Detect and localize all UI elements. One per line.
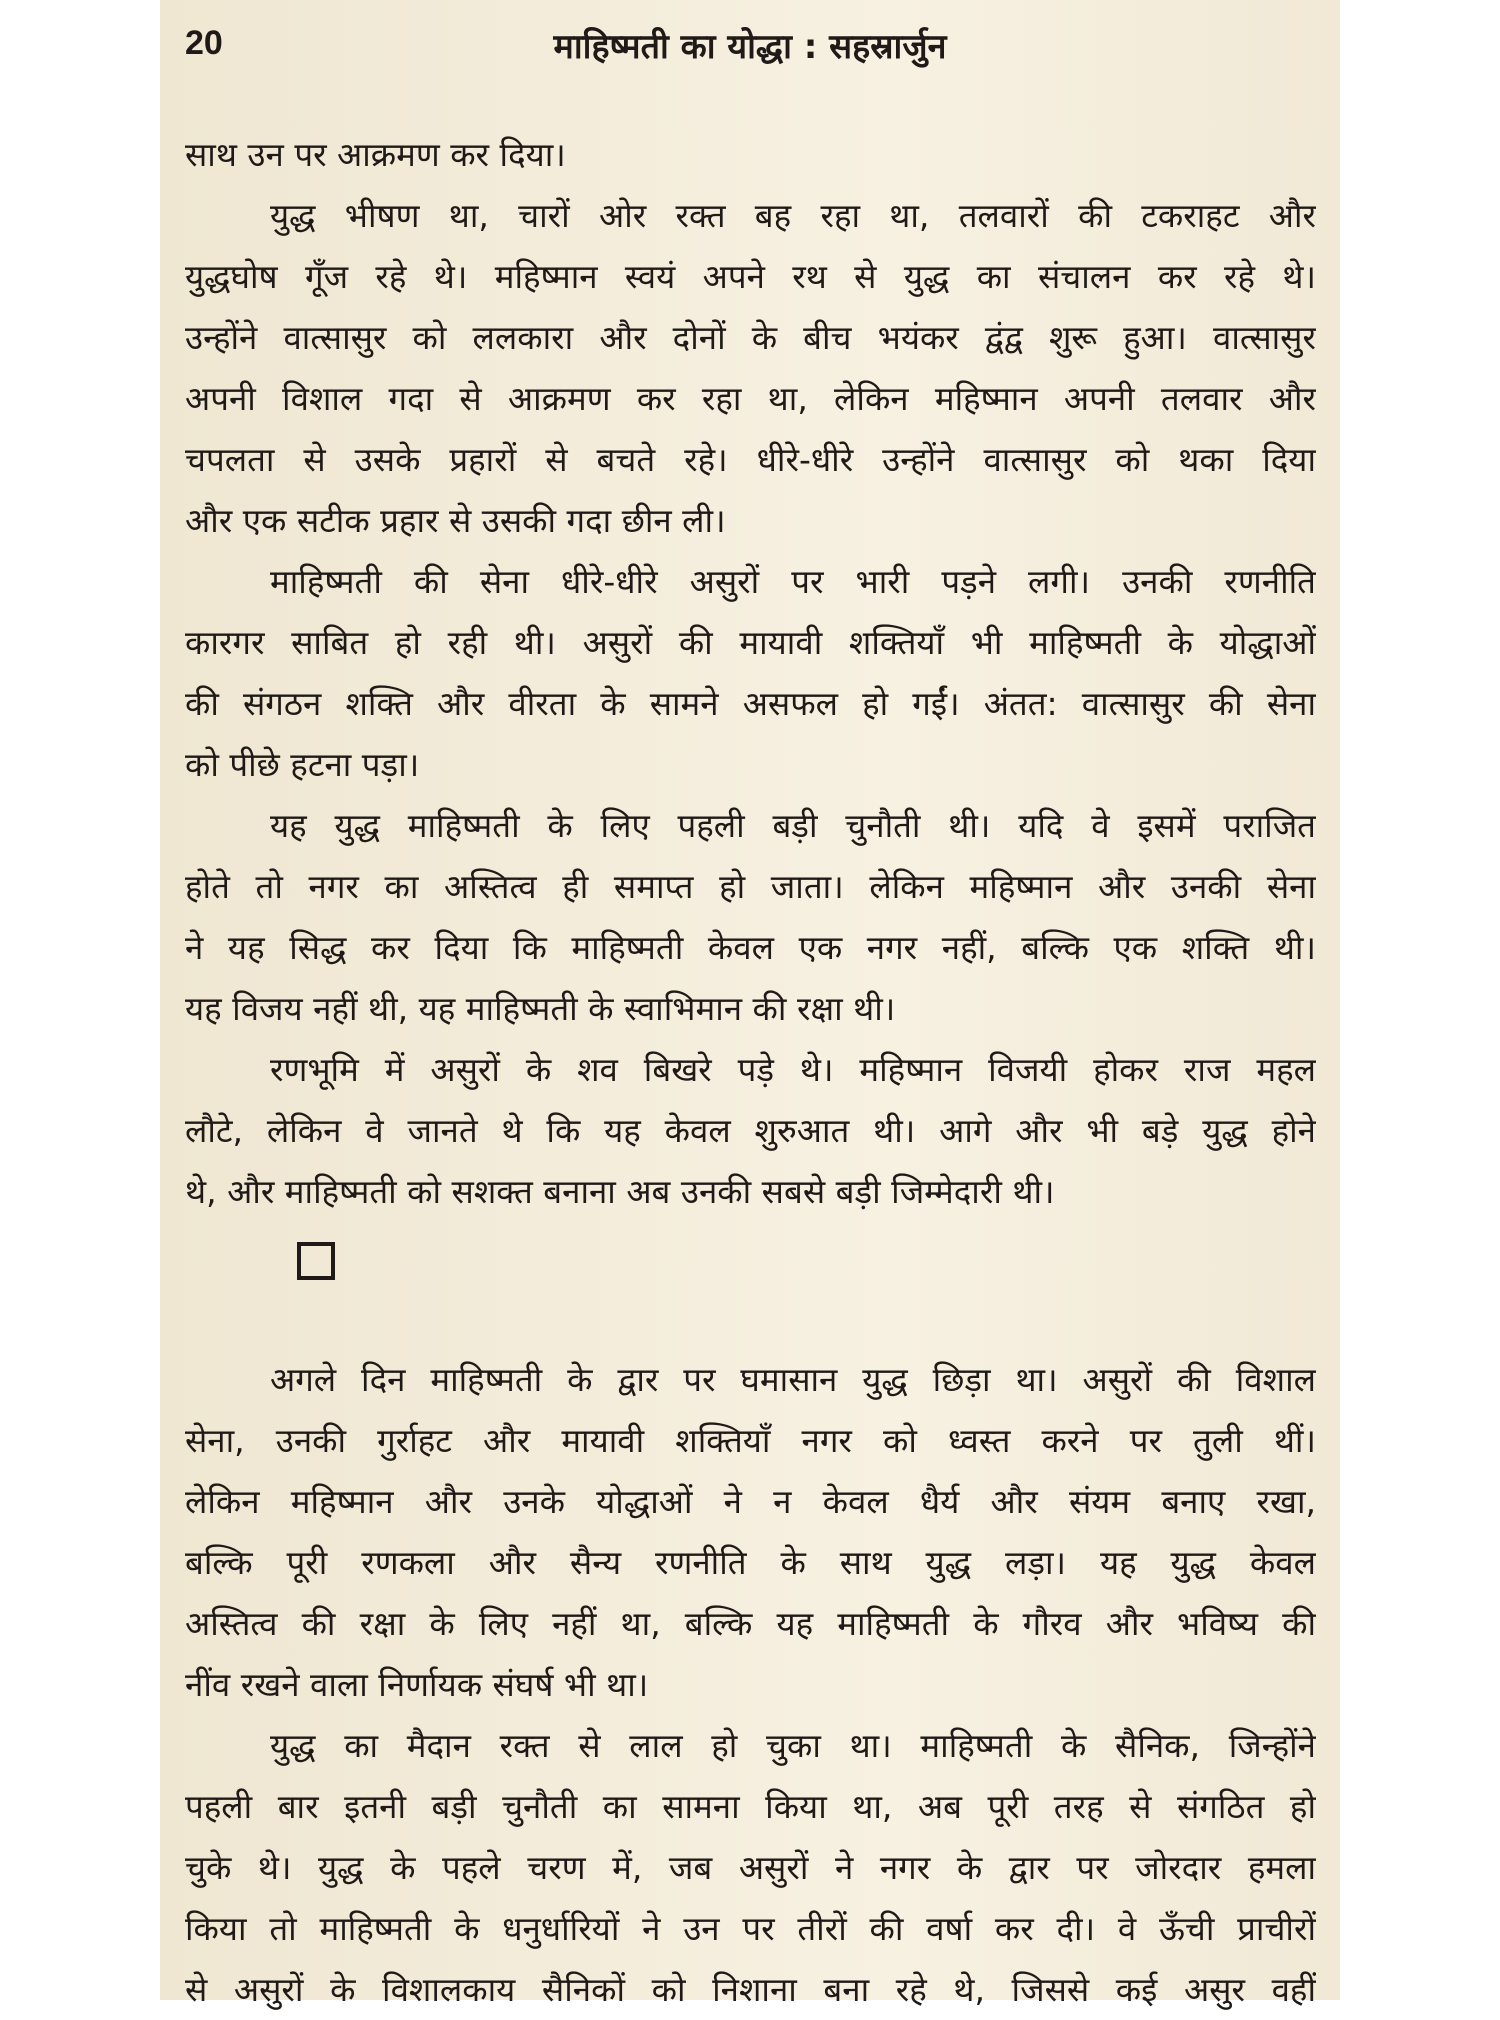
text-line: यह विजय नहीं थी, यह माहिष्मती के स्वाभिमान की रक्षा थी।: [185, 989, 896, 1028]
text-line: ने यह सिद्ध कर दिया कि माहिष्मती केवल एक नगर नहीं, बल्कि एक शक्ति थी।: [185, 928, 1316, 967]
text-line: लौटे, लेकिन वे जानते थे कि यह केवल शुरुआत थी। आगे और भी बड़े युद्ध होने: [185, 1111, 1316, 1150]
text-line: चुके थे। युद्ध के पहले चरण में, जब असुरों ने नगर के द्वार पर जोरदार हमला: [185, 1848, 1316, 1887]
text-line: लेकिन महिष्मान और उनके योद्धाओं ने न केवल धैर्य और संयम बनाए रखा,: [185, 1482, 1316, 1521]
page-body: [185, 124, 1316, 2020]
text-line: से असुरों के विशालकाय सैनिकों को निशाना बना रहे थे, जिससे कई असुर वहीं: [185, 1970, 1316, 2009]
paragraph: [185, 795, 1316, 1039]
text-line: यह युद्ध माहिष्मती के लिए पहली बड़ी चुनौती थी। यदि वे इसमें पराजित: [270, 806, 1316, 845]
text-line: को पीछे हटना पड़ा।: [185, 745, 420, 784]
text-line: युद्ध भीषण था, चारों ओर रक्त बह रहा था, तलवारों की टकराहट और: [270, 196, 1316, 235]
square-ornament-icon: [297, 1242, 335, 1280]
text-line: युद्धघोष गूँज रहे थे। महिष्मान स्वयं अपने रथ से युद्ध का संचालन कर रहे थे।: [185, 257, 1316, 296]
book-title: माहिष्मती का योद्धा : सहस्रार्जुन: [553, 27, 947, 67]
paragraph: [185, 551, 1316, 795]
text-line: नींव रखने वाला निर्णायक संघर्ष भी था।: [185, 1665, 649, 1704]
paragraph: [185, 1715, 1316, 2020]
text-line: होते तो नगर का अस्तित्व ही समाप्त हो जाता। लेकिन महिष्मान और उनकी सेना: [185, 867, 1316, 906]
paragraph: [185, 124, 1316, 185]
text-line: किया तो माहिष्मती के धनुर्धारियों ने उन पर तीरों की वर्षा कर दी। वे ऊँची प्राचीरों: [185, 1909, 1316, 1948]
paragraph: [185, 1349, 1316, 1715]
text-line: माहिष्मती की सेना धीरे-धीरे असुरों पर भारी पड़ने लगी। उनकी रणनीति: [270, 562, 1316, 601]
paragraph: [185, 1039, 1316, 1222]
text-line: उन्होंने वात्सासुर को ललकारा और दोनों के बीच भयंकर द्वंद्व शुरू हुआ। वात्सासुर: [185, 318, 1316, 357]
page-number: 20: [185, 24, 223, 62]
text-line: रणभूमि में असुरों के शव बिखरे पड़े थे। महिष्मान विजयी होकर राज महल: [270, 1050, 1316, 1089]
text-line: चपलता से उसके प्रहारों से बचते रहे। धीरे-धीरे उन्होंने वात्सासुर को थका दिया: [185, 440, 1316, 479]
text-line: युद्ध का मैदान रक्त से लाल हो चुका था। माहिष्मती के सैनिक, जिन्होंने: [270, 1726, 1316, 1765]
text-line: और एक सटीक प्रहार से उसकी गदा छीन ली।: [185, 501, 726, 540]
text-line: सेना, उनकी गुर्राहट और मायावी शक्तियाँ नगर को ध्वस्त करने पर तुली थीं।: [185, 1421, 1316, 1460]
text-line: कारगर साबित हो रही थी। असुरों की मायावी शक्तियाँ भी माहिष्मती के योद्धाओं: [185, 623, 1316, 662]
text-line: साथ उन पर आक्रमण कर दिया।: [185, 135, 566, 174]
text-line: की संगठन शक्ति और वीरता के सामने असफल हो गईं। अंतत: वात्सासुर की सेना: [185, 684, 1316, 723]
text-line: थे, और माहिष्मती को सशक्त बनाना अब उनकी सबसे बड़ी जिम्मेदारी थी।: [185, 1172, 1055, 1211]
text-line: अगले दिन माहिष्मती के द्वार पर घमासान युद्ध छिड़ा था। असुरों की विशाल: [270, 1360, 1316, 1399]
text-line: अपनी विशाल गदा से आक्रमण कर रहा था, लेकिन महिष्मान अपनी तलवार और: [185, 379, 1316, 418]
section-break: [185, 1222, 1316, 1349]
text-line: बल्कि पूरी रणकला और सैन्य रणनीति के साथ युद्ध लड़ा। यह युद्ध केवल: [185, 1543, 1316, 1582]
paragraph: [185, 185, 1316, 551]
running-header: [185, 18, 1315, 74]
text-line: पहली बार इतनी बड़ी चुनौती का सामना किया था, अब पूरी तरह से संगठित हो: [185, 1787, 1316, 1826]
book-page: [160, 0, 1340, 2009]
text-line: अस्तित्व की रक्षा के लिए नहीं था, बल्कि यह माहिष्मती के गौरव और भविष्य की: [185, 1604, 1316, 1643]
